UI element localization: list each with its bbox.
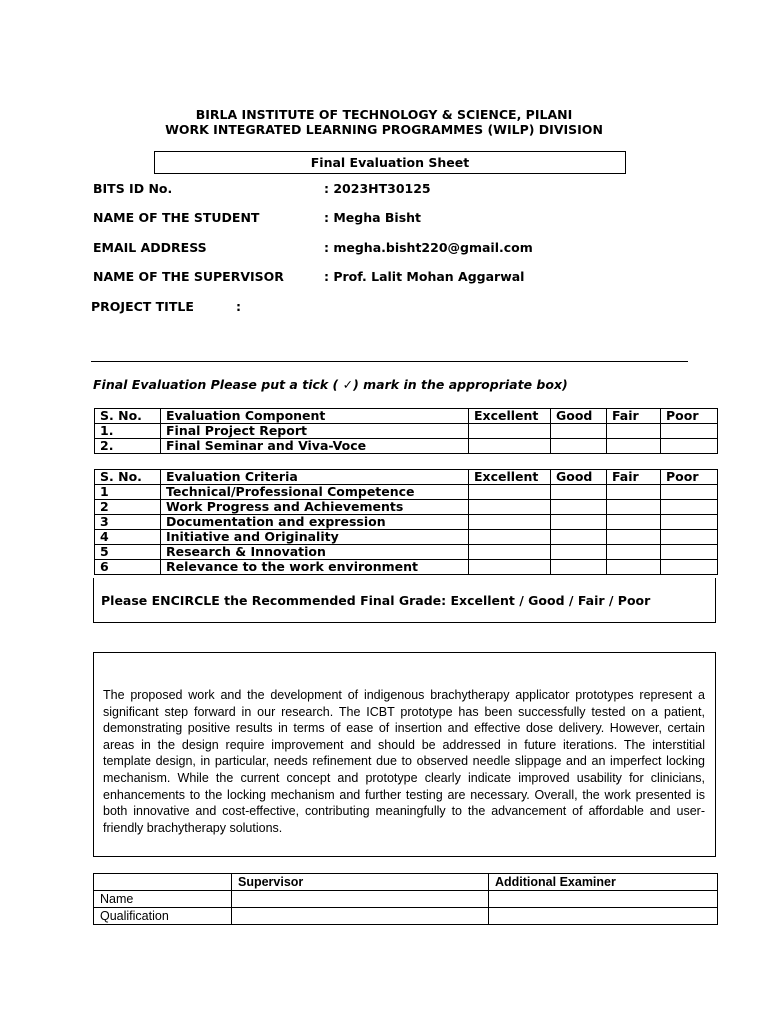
serial-cell: 4: [95, 530, 161, 545]
serial-cell: 5: [95, 545, 161, 560]
sheet-title: Final Evaluation Sheet: [154, 151, 626, 174]
evaluator-remarks: The proposed work and the development of indigenous brachytherapy applicator prototypes represent a significant step forward in our research. The ICBT prototype has been successfully tested on a patient, demonstrating positive results in terms of ease of insertion and effective dose delivery. However, certain areas in the design require improvement and should be addressed in future iterations. The interstitial template design, in particular, needs refinement due to observed needle slippage and an imperfect locking mechanism. While the current concept and prototype clearly indicate improved usability for clinicians, enhancements to the locking mechanism and further testing are necessary. Overall, the work presented is both innovative and cost-effective, contributing meaningfully to the advancement of affordable and user-friendly brachytherapy solutions.: [93, 652, 716, 857]
table-row: [95, 485, 718, 500]
serial-cell: 2.: [95, 439, 161, 454]
tick-box[interactable]: [661, 500, 718, 515]
table-row: [95, 545, 718, 560]
bits-id-value: : 2023HT30125: [324, 181, 431, 196]
tick-box[interactable]: [661, 545, 718, 560]
header-cell: Good: [551, 470, 607, 485]
header-cell: Excellent: [469, 409, 551, 424]
tick-box[interactable]: [469, 545, 551, 560]
tick-box[interactable]: [661, 560, 718, 575]
tick-box[interactable]: [469, 485, 551, 500]
supervisor-name-field[interactable]: [232, 891, 489, 908]
qualification-row-label: Qualification: [94, 908, 232, 925]
tick-box[interactable]: [607, 500, 661, 515]
component-cell: Final Seminar and Viva-Voce: [161, 439, 469, 454]
tick-box[interactable]: [551, 545, 607, 560]
criteria-cell: Relevance to the work environment: [161, 560, 469, 575]
tick-box[interactable]: [551, 515, 607, 530]
tick-box[interactable]: [551, 439, 607, 454]
header-cell: Fair: [607, 470, 661, 485]
tick-box[interactable]: [607, 424, 661, 439]
email-value: : megha.bisht220@gmail.com: [324, 240, 533, 255]
components-table: [94, 408, 718, 454]
tick-box[interactable]: [661, 515, 718, 530]
header-cell: S. No.: [95, 470, 161, 485]
tick-box[interactable]: [551, 424, 607, 439]
supervisor-column-header: Supervisor: [232, 874, 489, 891]
tick-box[interactable]: [551, 500, 607, 515]
criteria-cell: Documentation and expression: [161, 515, 469, 530]
bits-id-label: BITS ID No.: [93, 181, 173, 196]
student-name-value: : Megha Bisht: [324, 210, 422, 225]
header-cell: Evaluation Criteria: [161, 470, 469, 485]
supervisor-label: NAME OF THE SUPERVISOR: [93, 269, 284, 284]
criteria-cell: Initiative and Originality: [161, 530, 469, 545]
table-header-row: [94, 874, 718, 891]
table-header-row: [95, 409, 718, 424]
division-name: WORK INTEGRATED LEARNING PROGRAMMES (WILP) DIVISION: [165, 122, 603, 137]
serial-cell: 1: [95, 485, 161, 500]
project-title-colon: :: [236, 299, 241, 314]
header-cell: Good: [551, 409, 607, 424]
table-header-row: [95, 470, 718, 485]
institute-name: BIRLA INSTITUTE OF TECHNOLOGY & SCIENCE, PILANI: [195, 107, 573, 122]
table-row: [95, 500, 718, 515]
signature-table: [93, 873, 718, 925]
header-cell: Poor: [661, 470, 718, 485]
examiner-column-header: Additional Examiner: [489, 874, 718, 891]
student-name-label: NAME OF THE STUDENT: [93, 210, 260, 225]
tick-box[interactable]: [607, 439, 661, 454]
tick-box[interactable]: [661, 530, 718, 545]
tick-box[interactable]: [661, 424, 718, 439]
tick-box[interactable]: [469, 515, 551, 530]
table-row: [95, 560, 718, 575]
header-cell: Fair: [607, 409, 661, 424]
supervisor-qualification-field[interactable]: [232, 908, 489, 925]
name-row-label: Name: [94, 891, 232, 908]
examiner-qualification-field[interactable]: [489, 908, 718, 925]
email-label: EMAIL ADDRESS: [93, 240, 207, 255]
tick-box[interactable]: [469, 560, 551, 575]
header-cell: Evaluation Component: [161, 409, 469, 424]
tick-box[interactable]: [607, 515, 661, 530]
blank-header-cell: [94, 874, 232, 891]
table-row: [95, 515, 718, 530]
component-cell: Final Project Report: [161, 424, 469, 439]
divider-line: [91, 361, 688, 362]
serial-cell: 2: [95, 500, 161, 515]
criteria-cell: Technical/Professional Competence: [161, 485, 469, 500]
examiner-name-field[interactable]: [489, 891, 718, 908]
serial-cell: 3: [95, 515, 161, 530]
tick-box[interactable]: [551, 485, 607, 500]
tick-box[interactable]: [551, 560, 607, 575]
table-row: [95, 439, 718, 454]
table-row: [95, 530, 718, 545]
tick-box[interactable]: [469, 500, 551, 515]
tick-box[interactable]: [607, 560, 661, 575]
tick-box[interactable]: [607, 545, 661, 560]
table-row: [94, 908, 718, 925]
project-title-label: PROJECT TITLE: [91, 299, 194, 314]
tick-box[interactable]: [469, 530, 551, 545]
header-cell: Poor: [661, 409, 718, 424]
header-cell: S. No.: [95, 409, 161, 424]
criteria-cell: Work Progress and Achievements: [161, 500, 469, 515]
tick-box[interactable]: [551, 530, 607, 545]
tick-instruction: Final Evaluation Please put a tick ( ✓) mark in the appropriate box): [93, 377, 568, 392]
recommended-grade: Please ENCIRCLE the Recommended Final Grade: Excellent / Good / Fair / Poor: [93, 578, 716, 623]
table-row: [94, 891, 718, 908]
tick-box[interactable]: [661, 485, 718, 500]
tick-box[interactable]: [607, 530, 661, 545]
tick-box[interactable]: [469, 439, 551, 454]
serial-cell: 6: [95, 560, 161, 575]
tick-box[interactable]: [661, 439, 718, 454]
criteria-cell: Research & Innovation: [161, 545, 469, 560]
supervisor-value: : Prof. Lalit Mohan Aggarwal: [324, 269, 525, 284]
serial-cell: 1.: [95, 424, 161, 439]
tick-box[interactable]: [469, 424, 551, 439]
table-row: [95, 424, 718, 439]
criteria-table: [94, 469, 718, 575]
tick-box[interactable]: [607, 485, 661, 500]
header-cell: Excellent: [469, 470, 551, 485]
